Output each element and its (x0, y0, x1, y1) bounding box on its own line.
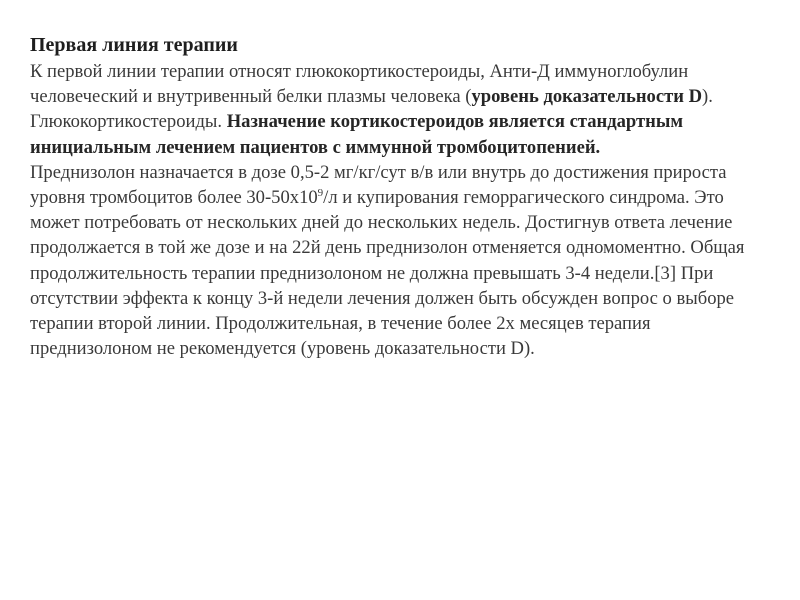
paragraph-first-line-therapy (30, 59, 775, 109)
evidence-level-bold: уровень доказательности D (471, 86, 702, 108)
page-title: Первая линия терапии (30, 34, 238, 56)
paragraph-text-part1: Преднизолон назначается в дозе 0,5-2 мг/кг/сут в/в или внутрь до достижения прироста уровня тромбоцитов более 30-50х10 (30, 161, 727, 209)
corticosteroids-bold-statement: Назначение кортикостероидов является стандартным инициальным лечением пациентов с иммунной тромбоцитопенией. (30, 111, 684, 158)
paragraph-tail: ). (702, 86, 713, 108)
paragraph-corticosteroids (30, 109, 775, 159)
paragraph-lead: Глюкокортикостероиды. (30, 111, 227, 133)
paragraph-prednisolone (30, 160, 775, 362)
paragraph-text-part2: /л и купирования геморрагического синдрома. Это может потребовать от нескольких дней до нескольких недель. Достигнув ответа лечение продолжается в той же дозе и на 22й день преднизолон отменяется одномоментно. Общая продолжительность терапии преднизолоном не должна превышать 3-4 недели.[3] При отсутствии эффекта к концу 3-й недели лечения должен быть обсужден вопрос о выборе терапии второй линии. Продолжительная, в течение более 2х месяцев терапия преднизолоном не рекомендуется (уровень доказательности D). (30, 187, 745, 360)
superscript-exponent: 9 (317, 186, 324, 199)
text-body (30, 32, 775, 361)
paragraph-text: К первой линии терапии относят глюкокортикостероиды, Анти-Д иммуноглобулин человеческий и внутривенный белки плазмы человека ( (30, 61, 689, 108)
